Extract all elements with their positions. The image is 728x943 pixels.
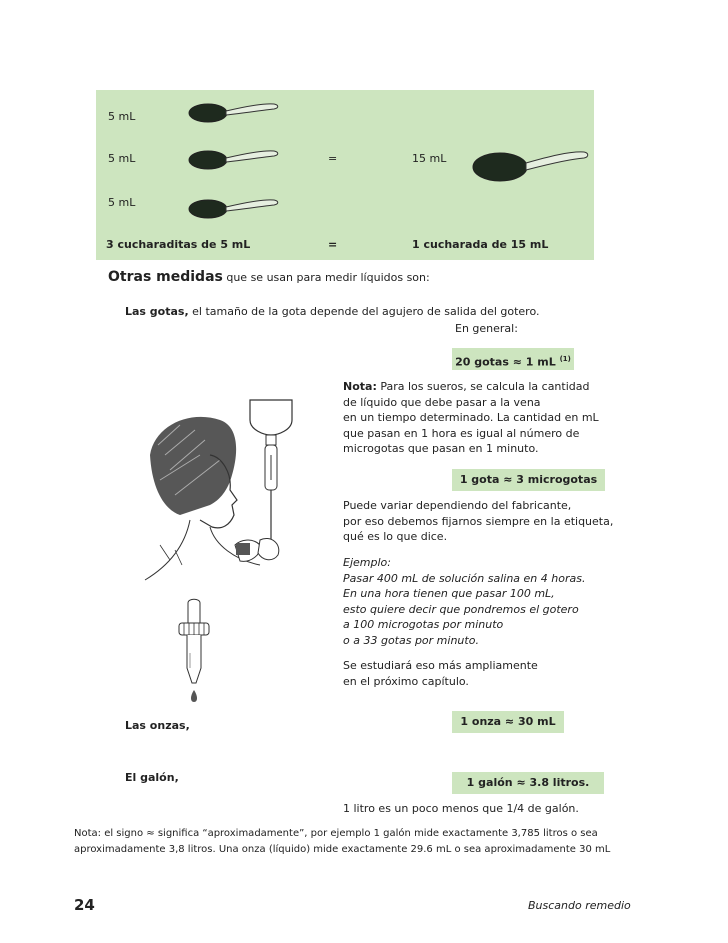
nota-line-4: que pasan en 1 hora es igual al número de xyxy=(343,426,580,440)
spoon-row-2-label: 5 mL xyxy=(108,152,136,165)
dropper-illustration xyxy=(174,598,214,708)
otras-medidas-intro xyxy=(108,269,430,285)
summary-equals-sign: = xyxy=(328,238,338,251)
gotas-badge-text: 20 gotas ≈ 1 mL xyxy=(455,355,556,369)
ejemplo-line-6: o a 33 gotas por minuto. xyxy=(343,633,479,647)
book-title: Buscando remedio xyxy=(528,899,631,912)
ejemplo-paragraph xyxy=(343,555,585,648)
estudiara-paragraph xyxy=(343,658,538,689)
microgotas-badge: 1 gota ≈ 3 microgotas xyxy=(452,469,605,491)
estudiara-line-1: Se estudiará eso más ampliamente xyxy=(343,659,538,672)
spoon-row-1-label: 5 mL xyxy=(108,110,136,123)
fabricante-line-3: qué es lo que dice. xyxy=(343,530,448,543)
ejemplo-line-2: Pasar 400 mL de solución salina en 4 horas. xyxy=(343,571,586,585)
equals-sign: = xyxy=(328,152,338,165)
footnote-ref: (1) xyxy=(559,355,571,363)
ejemplo-line-3: En una hora tienen que pasar 100 mL, xyxy=(343,587,555,600)
ejemplo-line-5: a 100 microgotas por minuto xyxy=(343,618,504,631)
nota-line-2: de líquido que debe pasar a la vena xyxy=(343,395,541,409)
teaspoon-icon xyxy=(188,196,280,222)
ejemplo-line-4: esto quiere decir que pondremos el gotero xyxy=(343,602,579,616)
galon-badge: 1 galón ≈ 3.8 litros. xyxy=(452,772,604,794)
spoon-row-3-label: 5 mL xyxy=(108,196,136,209)
gotas-lead: Las gotas, xyxy=(125,305,189,318)
gotas-intro xyxy=(125,305,540,318)
nota-line-1: Para los sueros, se calcula la cantidad xyxy=(376,380,590,393)
footnote xyxy=(74,826,610,858)
tablespoon-icon xyxy=(472,147,590,187)
ejemplo-line-1: Ejemplo: xyxy=(343,556,391,569)
teaspoon-icon xyxy=(188,100,280,126)
footnote-line-2: aproximadamente 3,8 litros. Una onza (líquido) mide exactamente 29.6 mL o sea aproximadamente 30 mL xyxy=(74,844,611,855)
en-general-label: En general: xyxy=(455,322,518,335)
otras-medidas-heading: Otras medidas xyxy=(108,269,223,285)
galon-label: El galón, xyxy=(125,771,179,784)
nota-line-5: microgotas que pasan en 1 minuto. xyxy=(343,442,539,455)
onzas-label: Las onzas, xyxy=(125,719,190,732)
tablespoon-label: 15 mL xyxy=(412,152,447,165)
gotas-badge xyxy=(452,348,574,370)
page-number: 24 xyxy=(74,896,95,914)
footnote-line-1: Nota: el signo ≈ significa “aproximadamente”, por ejemplo 1 galón mide exactamente 3,785 litros o sea xyxy=(74,828,598,839)
gotas-text: el tamaño de la gota depende del agujero de salida del gotero. xyxy=(188,305,540,318)
onzas-badge: 1 onza ≈ 30 mL xyxy=(452,711,564,733)
fabricante-line-2: por eso debemos fijarnos siempre en la etiqueta, xyxy=(343,514,614,528)
fabricante-line-1: Puede variar dependiendo del fabricante, xyxy=(343,499,572,512)
summary-tablespoon: 1 cucharada de 15 mL xyxy=(412,238,549,251)
otras-medidas-text: que se usan para medir líquidos son: xyxy=(222,271,430,284)
teaspoon-icon xyxy=(188,147,280,173)
iv-drip-illustration xyxy=(140,395,340,595)
summary-teaspoons: 3 cucharaditas de 5 mL xyxy=(106,238,251,251)
nota-lead: Nota: xyxy=(343,380,377,393)
nota-sueros-paragraph xyxy=(343,379,599,457)
estudiara-line-2: en el próximo capítulo. xyxy=(343,674,469,688)
fabricante-paragraph xyxy=(343,498,613,545)
galon-note: 1 litro es un poco menos que 1/4 de galón. xyxy=(343,802,579,815)
nota-line-3: en un tiempo determinado. La cantidad en mL xyxy=(343,411,599,424)
